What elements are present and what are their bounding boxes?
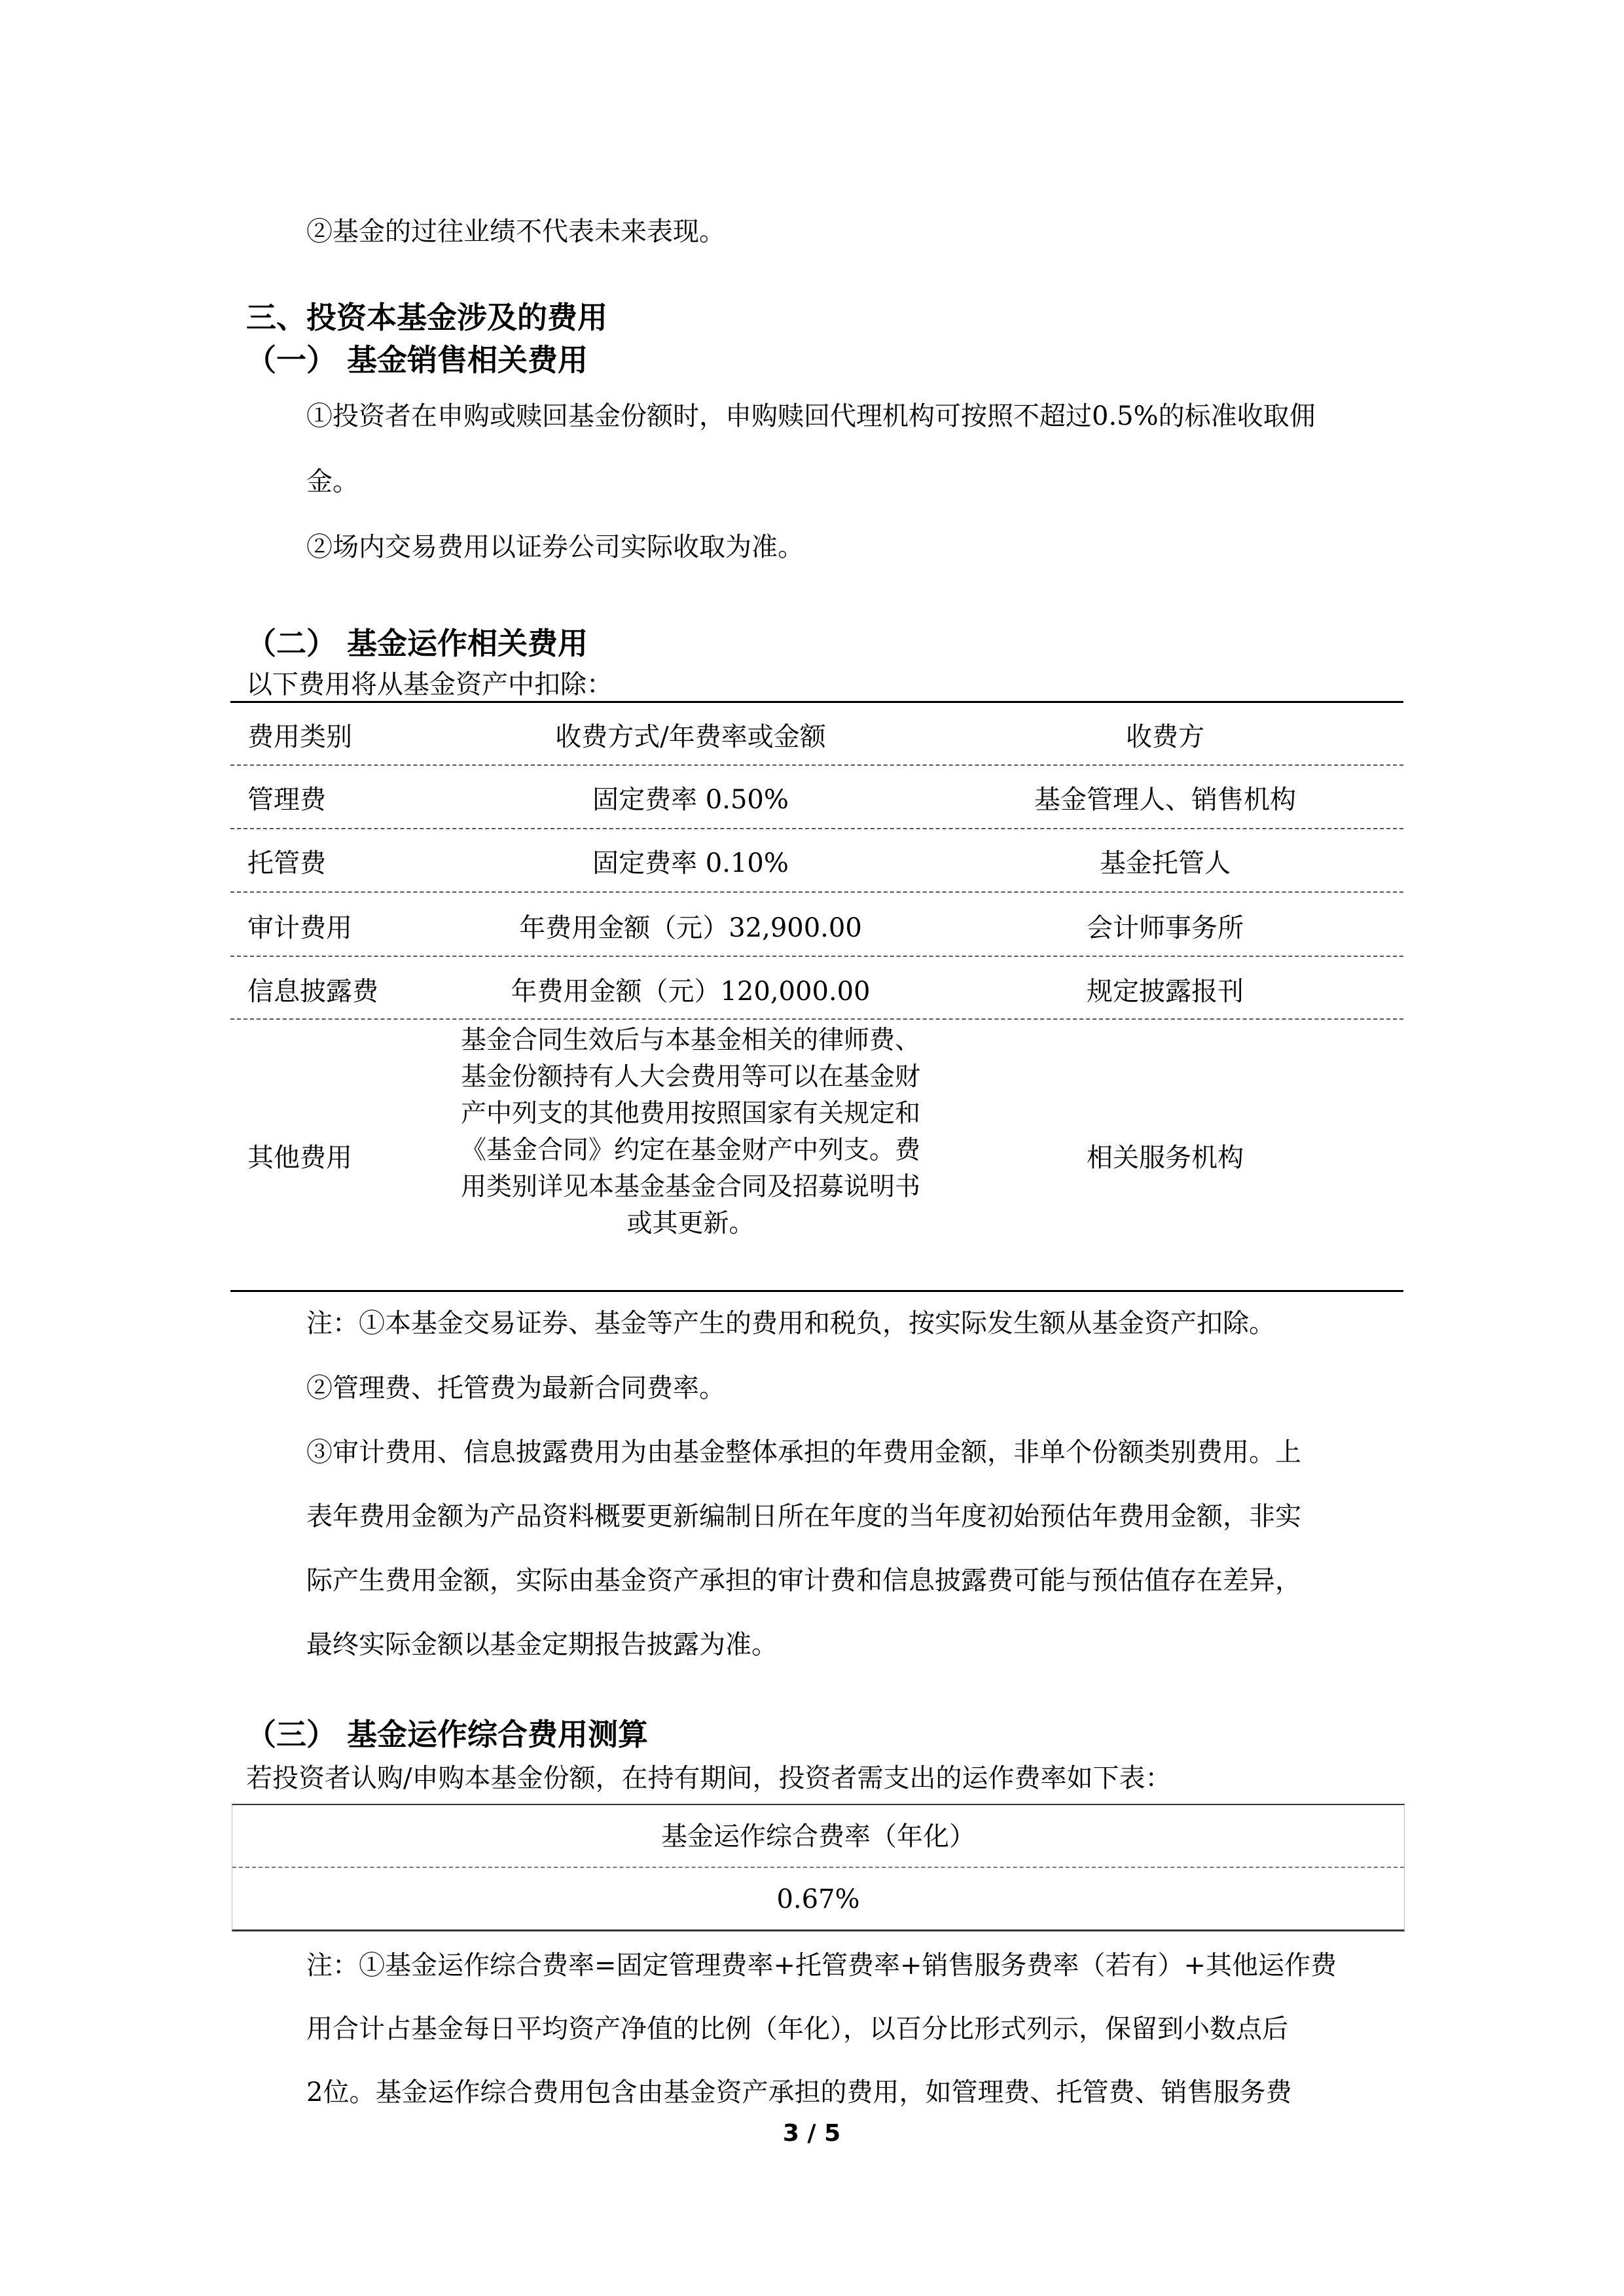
row-management-fee-type: 管理费 <box>247 785 326 815</box>
row-divider <box>232 1867 1404 1868</box>
row-disclosure-fee-type: 信息披露费 <box>247 977 378 1007</box>
note-1: 注：①本基金交易证券、基金等产生的费用和税负，按实际发生额从基金资产扣除。 <box>306 1308 1275 1338</box>
note-2: ②管理费、托管费为最新合同费率。 <box>306 1373 725 1403</box>
comprehensive-note-line-1: 注：①基金运作综合费率=固定管理费率+托管费率+销售服务费率（若有）+其他运作费 <box>306 1950 1337 1981</box>
table-top-rule <box>230 701 1403 703</box>
row-other-fee-payee: 相关服务机构 <box>1087 1143 1244 1173</box>
comprehensive-note-line-3: 2位。基金运作综合费用包含由基金资产承担的费用，如管理费、托管费、销售服务费 <box>306 2077 1292 2108</box>
subsection-1-title: （一） 基金销售相关费用 <box>246 342 588 378</box>
row-divider <box>230 956 1403 957</box>
comprehensive-fee-lead: 若投资者认购/申购本基金份额，在持有期间，投资者需支出的运作费率如下表： <box>246 1763 1172 1793</box>
exchange-fee-para: ②场内交易费用以证券公司实际收取为准。 <box>306 532 804 562</box>
note-3-line-4: 最终实际金额以基金定期报告披露为准。 <box>306 1630 778 1660</box>
row-disclosure-fee-method: 年费用金额（元）120,000.00 <box>511 977 871 1007</box>
header-fee-type: 费用类别 <box>247 722 352 752</box>
row-custody-fee-payee: 基金托管人 <box>1100 848 1231 878</box>
subsection-3-title: （三） 基金运作综合费用测算 <box>246 1717 649 1752</box>
row-other-fee-method: 基金合同生效后与本基金相关的律师费、基金份额持有人大会费用等可以在基金财产中列支的其他费用按照国家有关规定和《基金合同》约定在基金财产中列支。费用类别详见本基金基金合同及招募说明书或其更新。 <box>460 1026 920 1238</box>
section-3-title: 三、投资本基金涉及的费用 <box>246 300 607 335</box>
row-audit-fee-payee: 会计师事务所 <box>1087 913 1244 943</box>
comprehensive-fee-value: 0.67% <box>776 1884 860 1914</box>
sales-fee-para-line-2: 金。 <box>306 467 359 497</box>
operation-fee-lead: 以下费用将从基金资产中扣除： <box>246 670 613 700</box>
sales-fee-para-line-1: ①投资者在申购或赎回基金份额时，申购赎回代理机构可按照不超过0.5%的标准收取佣 <box>306 401 1316 431</box>
page-number: 3 / 5 <box>782 2120 841 2147</box>
row-custody-fee-type: 托管费 <box>247 848 326 878</box>
row-disclosure-fee-payee: 规定披露报刊 <box>1087 977 1244 1007</box>
row-management-fee-method: 固定费率 0.50% <box>592 785 789 815</box>
comprehensive-fee-header: 基金运作综合费率（年化） <box>661 1821 975 1852</box>
comprehensive-note-line-2: 用合计占基金每日平均资产净值的比例（年化），以百分比形式列示，保留到小数点后 <box>306 2014 1288 2044</box>
row-other-fee-type: 其他费用 <box>247 1143 352 1173</box>
row-audit-fee-type: 审计费用 <box>247 913 352 943</box>
note-3-line-1: ③审计费用、信息披露费用为由基金整体承担的年费用金额，非单个份额类别费用。上 <box>306 1437 1301 1467</box>
header-payee: 收费方 <box>1126 722 1204 752</box>
note-3-line-3: 际产生费用金额，实际由基金资产承担的审计费和信息披露费可能与预估值存在差异， <box>306 1566 1301 1596</box>
row-management-fee-payee: 基金管理人、销售机构 <box>1034 785 1296 815</box>
subsection-2-title: （二） 基金运作相关费用 <box>246 626 588 661</box>
row-divider <box>230 828 1403 829</box>
header-charge-method: 收费方式/年费率或金额 <box>555 722 826 752</box>
row-divider <box>230 764 1403 766</box>
note-3-line-2: 表年费用金额为产品资料概要更新编制日所在年度的当年度初始预估年费用金额，非实 <box>306 1501 1301 1532</box>
row-divider <box>230 891 1403 893</box>
row-divider <box>230 1018 1403 1020</box>
row-audit-fee-method: 年费用金额（元）32,900.00 <box>519 913 862 943</box>
table-bottom-rule <box>230 1290 1403 1292</box>
past-performance-line: ②基金的过往业绩不代表未来表现。 <box>306 217 725 247</box>
comprehensive-fee-table <box>232 1804 1405 1931</box>
row-custody-fee-method: 固定费率 0.10% <box>592 848 789 878</box>
